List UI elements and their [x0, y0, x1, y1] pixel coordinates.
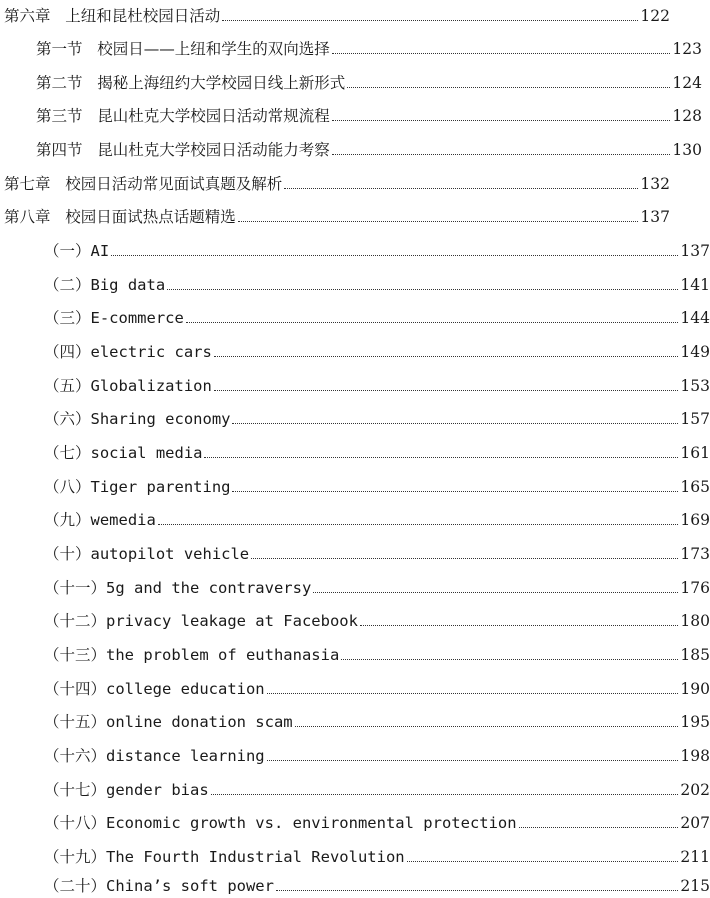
- dot-leader: [186, 322, 679, 323]
- toc-entry-title: （九）wemedia: [44, 511, 156, 529]
- toc-entry-title: （一）AI: [44, 242, 110, 260]
- toc-entry-title: （十六）distance learning: [44, 747, 265, 765]
- toc-page-number: 128: [672, 107, 702, 125]
- dot-leader: [211, 794, 679, 795]
- dot-leader: [267, 693, 679, 694]
- toc-page-number: 173: [680, 545, 710, 563]
- toc-topic[interactable]: [0, 706, 710, 732]
- toc-entry-title: （十）autopilot vehicle: [44, 545, 250, 563]
- toc-topic[interactable]: [0, 235, 710, 261]
- toc-topic[interactable]: [0, 403, 710, 429]
- toc-topic[interactable]: [0, 605, 710, 631]
- toc-topic[interactable]: [0, 302, 710, 328]
- toc-topic[interactable]: [0, 336, 710, 362]
- toc-page-number: 122: [640, 7, 670, 25]
- toc-page-number: 149: [680, 343, 710, 361]
- toc-topic[interactable]: [0, 639, 710, 665]
- toc-entry-title: 第二节 揭秘上海纽约大学校园日线上新形式: [36, 74, 346, 92]
- toc-page-number: 190: [680, 680, 710, 698]
- toc-topic[interactable]: [0, 471, 710, 497]
- toc-entry-title: （十四）college education: [44, 680, 265, 698]
- toc-page-number: 185: [680, 646, 710, 664]
- toc-entry-title: （四）electric cars: [44, 343, 212, 361]
- dot-leader: [295, 726, 679, 727]
- toc-page-number: 176: [680, 579, 710, 597]
- toc-page-number: 161: [680, 444, 710, 462]
- toc-chapter-7[interactable]: [0, 168, 670, 194]
- dot-leader: [267, 760, 679, 761]
- toc-entry-title: （十一）5g and the contraversy: [44, 579, 312, 597]
- dot-leader: [167, 289, 678, 290]
- toc-entry-title: （三）E-commerce: [44, 309, 184, 327]
- dot-leader: [214, 390, 679, 391]
- dot-leader: [276, 890, 678, 891]
- toc-page-number: 123: [672, 40, 702, 58]
- toc-page-number: 198: [680, 747, 710, 765]
- toc-section[interactable]: [0, 67, 702, 93]
- toc-topic[interactable]: [0, 572, 710, 598]
- toc-entry-title: （七）social media: [44, 444, 203, 462]
- dot-leader: [313, 592, 678, 593]
- toc-page-number: 132: [640, 175, 670, 193]
- dot-leader: [341, 659, 678, 660]
- toc-page-number: 202: [680, 781, 710, 799]
- toc-page-number: 137: [640, 208, 670, 226]
- toc-entry-title: （十二）privacy leakage at Facebook: [44, 612, 358, 630]
- dot-leader: [232, 491, 678, 492]
- toc-entry-title: （二十）China’s soft power: [44, 877, 274, 895]
- toc-page-number: 157: [680, 410, 710, 428]
- toc-page-number: 180: [680, 612, 710, 630]
- toc-page-number: 137: [680, 242, 710, 260]
- toc-chapter-6[interactable]: [0, 0, 670, 26]
- dot-leader: [238, 221, 639, 222]
- toc-entry-title: （五）Globalization: [44, 377, 212, 395]
- dot-leader: [360, 625, 678, 626]
- dot-leader: [284, 188, 638, 189]
- toc-page-number: 141: [680, 276, 710, 294]
- toc-entry-title: 第四节 昆山杜克大学校园日活动能力考察: [36, 141, 330, 159]
- toc-entry-title: （十七）gender bias: [44, 781, 209, 799]
- toc-topic[interactable]: [0, 740, 710, 766]
- toc-entry-title: （十九）The Fourth Industrial Revolution: [44, 848, 405, 866]
- toc-entry-title: （八）Tiger parenting: [44, 478, 231, 496]
- toc-entry-title: 第八章 校园日面试热点话题精选: [4, 208, 236, 226]
- dot-leader: [251, 558, 678, 559]
- dot-leader: [332, 154, 671, 155]
- toc-entry-title: 第三节 昆山杜克大学校园日活动常规流程: [36, 107, 330, 125]
- dot-leader: [158, 524, 679, 525]
- toc-entry-title: （二）Big data: [44, 276, 166, 294]
- toc-entry-title: （六）Sharing economy: [44, 410, 231, 428]
- toc-page-number: 215: [680, 877, 710, 895]
- dot-leader: [407, 861, 679, 862]
- toc-entry-title: 第六章 上纽和昆杜校园日活动: [4, 7, 221, 25]
- dot-leader: [204, 457, 678, 458]
- dot-leader: [332, 53, 671, 54]
- toc-topic[interactable]: [0, 370, 710, 396]
- toc-topic[interactable]: [0, 841, 710, 867]
- dot-leader: [347, 87, 670, 88]
- toc-entry-title: 第七章 校园日活动常见面试真题及解析: [4, 175, 283, 193]
- toc-section[interactable]: [0, 134, 702, 160]
- toc-topic[interactable]: [0, 504, 710, 530]
- toc-entry-title: 第一节 校园日——上纽和学生的双向选择: [36, 40, 330, 58]
- dot-leader: [222, 20, 638, 21]
- toc-page-number: 153: [680, 377, 710, 395]
- toc-topic[interactable]: [0, 807, 710, 833]
- dot-leader: [519, 827, 679, 828]
- toc-entry-title: （十八）Economic growth vs. environmental protection: [44, 814, 517, 832]
- toc-topic[interactable]: [0, 437, 710, 463]
- dot-leader: [332, 120, 671, 121]
- toc-page-number: 124: [672, 74, 702, 92]
- toc-page-number: 165: [680, 478, 710, 496]
- dot-leader: [214, 356, 679, 357]
- dot-leader: [111, 255, 678, 256]
- toc-entry-title: （十三）the problem of euthanasia: [44, 646, 340, 664]
- toc-page-number: 195: [680, 713, 710, 731]
- toc-section[interactable]: [0, 100, 702, 126]
- toc-chapter-8[interactable]: [0, 201, 670, 227]
- toc-entry-title: （十五）online donation scam: [44, 713, 293, 731]
- toc-topic[interactable]: [0, 774, 710, 800]
- toc-page-number: 130: [672, 141, 702, 159]
- toc-page-number: 211: [680, 848, 710, 866]
- toc-page-number: 207: [680, 814, 710, 832]
- toc-topic[interactable]: [0, 870, 710, 896]
- toc-topic[interactable]: [0, 269, 710, 295]
- toc-section[interactable]: [0, 33, 702, 59]
- toc-topic[interactable]: [0, 538, 710, 564]
- toc-page-number: 144: [680, 309, 710, 327]
- toc-topic[interactable]: [0, 673, 710, 699]
- toc-page-number: 169: [680, 511, 710, 529]
- dot-leader: [232, 423, 678, 424]
